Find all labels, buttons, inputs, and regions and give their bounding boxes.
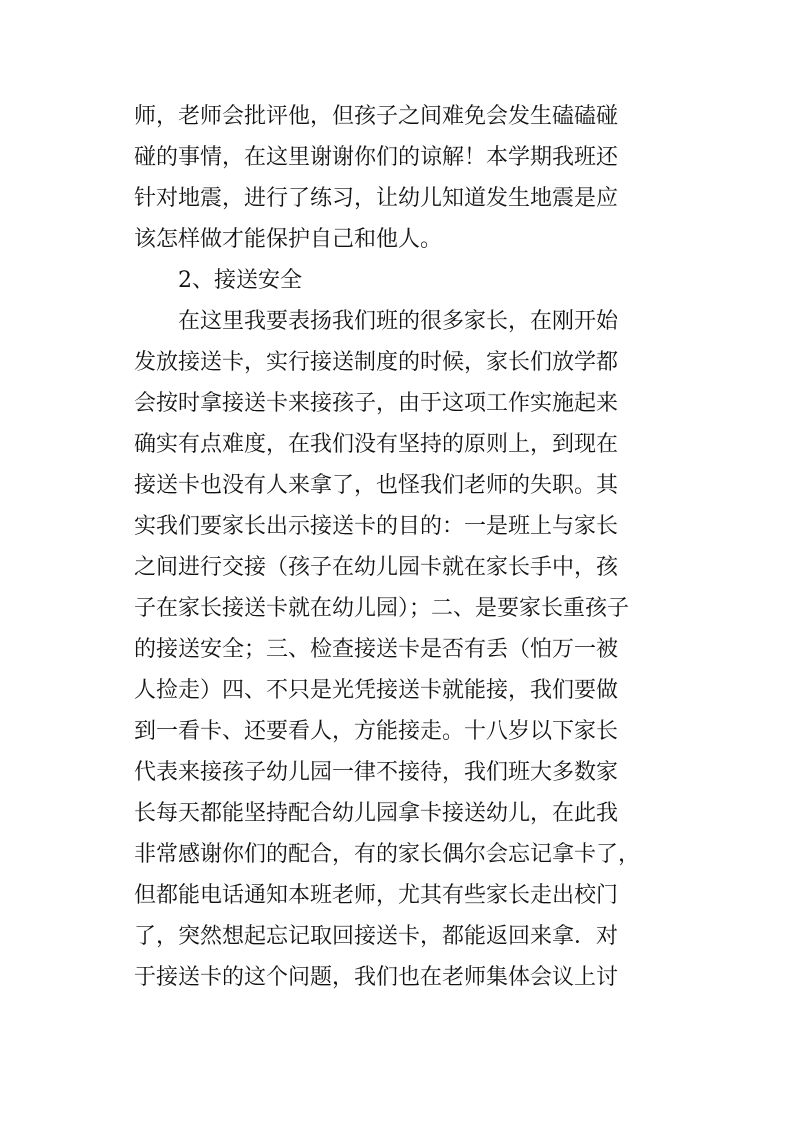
section-heading: 2、接送安全 — [178, 268, 302, 293]
paragraph-line-2: 碰的事情，在这里谢谢你们的谅解！本学期我班还 — [134, 145, 619, 170]
paragraph-line-15: 人捡走）四、不只是光凭接送卡就能接，我们要做 — [134, 678, 619, 703]
paragraph-line-6: 在这里我要表扬我们班的很多家长，在刚开始 — [178, 309, 619, 334]
paragraph-line-21: 了，突然想起忘记取回接送卡，都能返回来拿．对 — [134, 924, 619, 949]
paragraph-line-9: 确实有点难度，在我们没有坚持的原则上，到现在 — [134, 432, 619, 457]
paragraph-line-7: 发放接送卡，实行接送制度的时候，家长们放学都 — [134, 350, 619, 375]
paragraph-line-13: 子在家长接送卡就在幼儿园）；二、是要家长重孩子 — [134, 596, 630, 621]
paragraph-line-22: 于接送卡的这个问题，我们也在老师集体会议上讨 — [134, 965, 619, 990]
paragraph-line-20: 但都能电话通知本班老师，尤其有些家长走出校门 — [134, 883, 619, 908]
document-page — [134, 96, 664, 998]
paragraph-line-16: 到一看卡、还要看人，方能接走。十八岁以下家长 — [134, 719, 619, 744]
paragraph-line-11: 实我们要家长出示接送卡的目的：一是班上与家长 — [134, 514, 619, 539]
paragraph-line-17: 代表来接孩子幼儿园一律不接待，我们班大多数家 — [134, 760, 619, 785]
paragraph-line-3: 针对地震，进行了练习，让幼儿知道发生地震是应 — [134, 186, 619, 211]
paragraph-line-18: 长每天都能坚持配合幼儿园拿卡接送幼儿，在此我 — [134, 801, 619, 826]
paragraph-line-4: 该怎样做才能保护自己和他人。 — [134, 227, 443, 252]
paragraph-line-14: 的接送安全；三、检查接送卡是否有丢（怕万一被 — [134, 637, 619, 662]
paragraph-line-8: 会按时拿接送卡来接孩子，由于这项工作实施起来 — [134, 391, 619, 416]
paragraph-line-1: 师，老师会批评他，但孩子之间难免会发生磕磕碰 — [134, 104, 619, 129]
paragraph-line-12: 之间进行交接（孩子在幼儿园卡就在家长手中，孩 — [134, 555, 619, 580]
paragraph-line-10: 接送卡也没有人来拿了，也怪我们老师的失职。其 — [134, 473, 619, 498]
paragraph-line-19: 非常感谢你们的配合，有的家长偶尔会忘记拿卡了， — [134, 842, 641, 867]
